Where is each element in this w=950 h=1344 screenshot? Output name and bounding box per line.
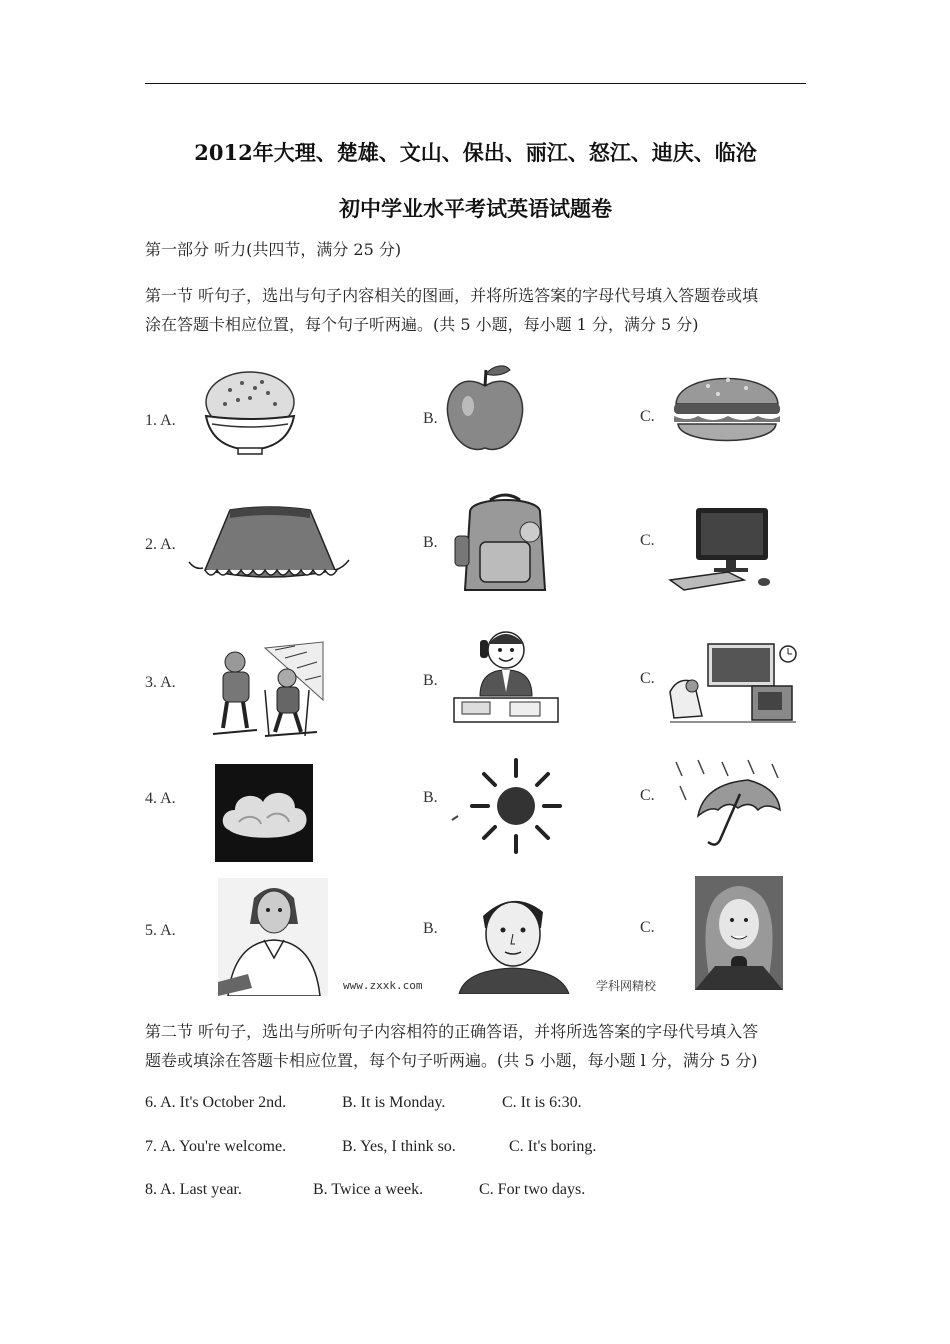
page-title: 2012年大理、楚雄、文山、保出、丽江、怒江、迪庆、临沧 [194,140,757,165]
phone-call-icon [450,626,562,724]
question-4-label: 4. A. [145,790,176,807]
sun-icon [448,756,564,856]
computer-icon [668,506,778,592]
top-rule [145,83,806,84]
question-4-option-b: B. [423,789,438,806]
section1-instruction-line2: 涂在答题卡相应位置，每个句子听两遍。(共 5 小题，每小题 1 分，满分 5 分) [145,315,699,334]
skiing-icon [205,640,325,738]
question-3-label: 3. A. [145,674,176,691]
page-subtitle: 初中学业水平考试英语试题卷 [339,196,612,221]
woman-microphone-icon [695,876,783,990]
apple-icon [440,356,530,456]
question-5-option-b: B. [423,920,438,937]
section2-instruction-line1: 第二节 听句子，选出与所听句子内容相符的正确答语，并将所选答案的字母代号填入答 [145,1022,759,1041]
question-1-option-c: C. [640,408,655,425]
question-3-option-b: B. [423,672,438,689]
question-8-option-c: C. For two days. [479,1181,586,1198]
question-7-option-a: 7. A. You're welcome. [145,1138,287,1155]
watermark-left: www.zxxk.com [343,979,423,992]
backpack-icon [445,492,565,602]
question-3-option-c: C. [640,670,655,687]
question-8-option-b: B. Twice a week. [313,1181,424,1198]
question-2-option-b: B. [423,534,438,551]
woman-portrait-icon [218,878,328,996]
question-8-option-a: 8. A. Last year. [145,1181,242,1198]
question-6-option-b: B. It is Monday. [342,1094,446,1111]
question-7-option-b: B. Yes, I think so. [342,1138,456,1155]
living-room-icon [668,642,798,724]
question-2-option-c: C. [640,532,655,549]
part1-heading: 第一部分 听力(共四节，满分 25 分) [145,240,402,259]
boy-portrait-icon [455,888,573,994]
question-2-label: 2. A. [145,536,176,553]
question-5-option-c: C. [640,919,655,936]
question-6-option-c: C. It is 6:30. [502,1094,582,1111]
question-1-label: 1. A. [145,412,176,429]
question-7-option-c: C. It's boring. [509,1138,597,1155]
watermark-right: 学科网精校 [596,979,657,993]
rice-bowl-icon [200,368,300,458]
hamburger-icon [668,360,786,456]
section2-instruction-line2: 题卷或填涂在答题卡相应位置，每个句子听两遍。(共 5 小题，每小题 l 分，满分 5 分) [145,1051,758,1070]
question-5-label: 5. A. [145,922,176,939]
umbrella-rain-icon [668,758,784,848]
skirt-icon [185,500,355,592]
section1-instruction-line1: 第一节 听句子，选出与句子内容相关的图画，并将所选答案的字母代号填入答题卷或填 [145,286,759,305]
question-4-option-c: C. [640,787,655,804]
question-6-option-a: 6. A. It's October 2nd. [145,1094,287,1111]
question-1-option-b: B. [423,410,438,427]
cloud-icon [215,764,313,862]
